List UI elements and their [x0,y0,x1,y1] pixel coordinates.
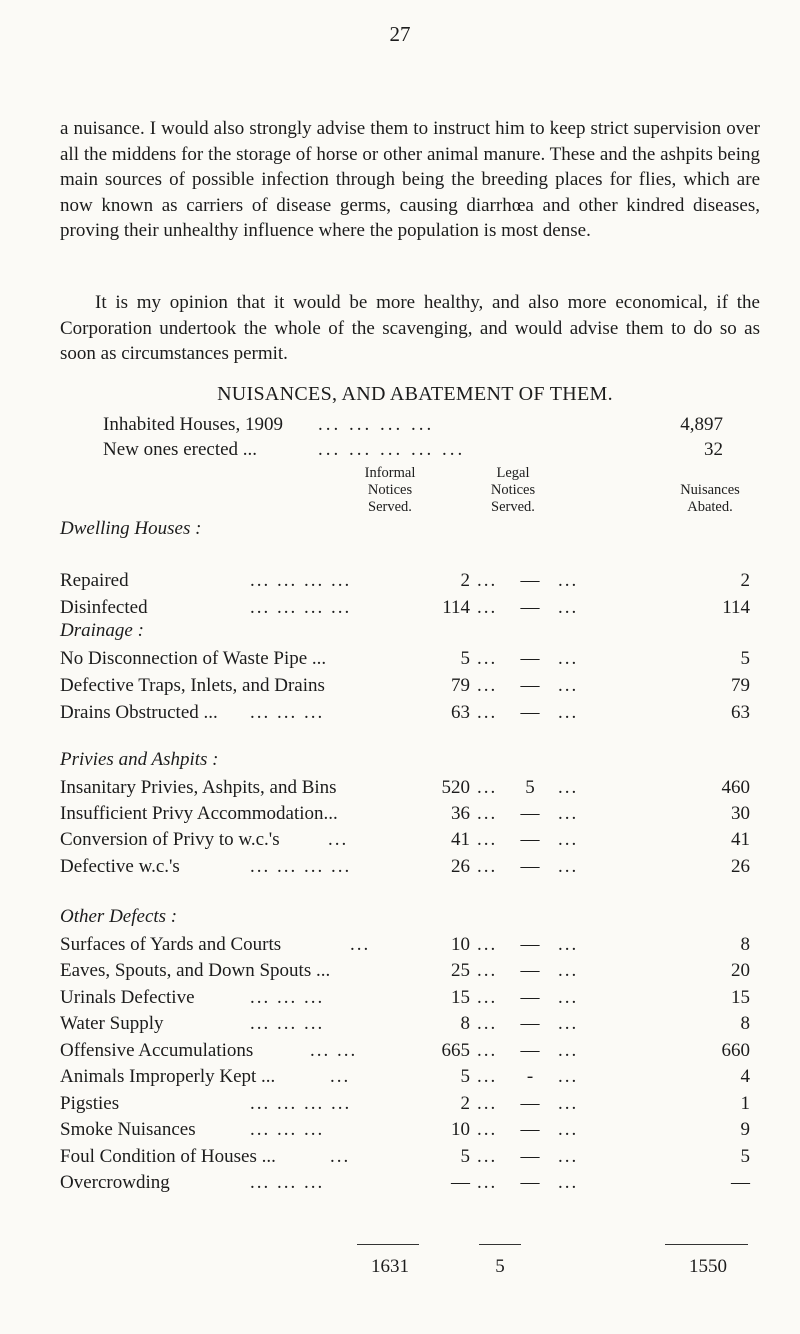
legal-notices-value: — [520,934,540,955]
row-label: Repaired [60,570,129,591]
leader-dots: ... [558,960,579,981]
row-label: Conversion of Privy to w.c.'s [60,829,280,850]
table-row [60,777,750,803]
leader-dots: ... ... ... [250,1172,325,1193]
table-row [60,1146,750,1172]
informal-notices-value: 5 [460,1146,470,1167]
informal-notices-value: 10 [451,934,470,955]
informal-notices-value: 41 [451,829,470,850]
leader-dots: ... [477,1093,498,1114]
legal-notices-value: — [520,1093,540,1114]
group-label-dwelling-houses: Dwelling Houses : [60,518,202,539]
nuisances-abated-value: 8 [740,1013,750,1034]
row-label: Defective w.c.'s [60,856,180,877]
new-houses-row [103,439,723,465]
total-legal: 5 [495,1256,505,1277]
column-header-legal: Legal Notices Served. [490,465,536,515]
informal-notices-value: 114 [442,597,470,618]
legal-notices-value: — [520,675,540,696]
table-row [60,597,750,623]
nuisances-abated-value: 41 [731,829,750,850]
leader-dots: ... ... ... [250,1013,325,1034]
informal-notices-value: 8 [460,1013,470,1034]
nuisances-abated-value: 5 [740,648,750,669]
row-label: Pigsties [60,1093,120,1114]
table-row [60,570,750,596]
leader-dots: ... [477,934,498,955]
row-label: Foul Condition of Houses ... [60,1146,276,1167]
legal-notices-value: — [520,829,540,850]
informal-notices-value: 5 [460,1066,470,1087]
row-label: Eaves, Spouts, and Down Spouts ... [60,960,331,981]
nuisances-abated-value: 660 [721,1040,750,1061]
row-label: Insanitary Privies, Ashpits, and Bins [60,777,337,798]
leader-dots: ... [558,829,579,850]
total-rule-informal [357,1244,419,1245]
group-label-drainage: Drainage : [60,620,144,641]
nuisances-abated-value: 2 [740,570,750,591]
leader-dots: ... ... ... ... [250,597,352,618]
leader-dots: ... [558,1066,579,1087]
informal-notices-value: 26 [451,856,470,877]
leader-dots: ... [477,1119,498,1140]
leader-dots: ... [558,777,579,798]
nuisances-abated-value: 460 [721,777,750,798]
table-row [60,829,750,855]
leader-dots: ... [477,675,498,696]
leader-dots: ... [477,1146,498,1167]
table-row [60,1013,750,1039]
table-row [60,702,750,728]
leader-dots: ... [558,1172,579,1193]
informal-notices-value: 36 [451,803,470,824]
section-title: NUISANCES, AND ABATEMENT OF THEM. [217,383,613,405]
leader-dots: ... [558,1093,579,1114]
inhabited-houses-label: Inhabited Houses, 1909 [103,414,283,435]
leader-dots: ... [350,934,371,955]
group-label-privies: Privies and Ashpits : [60,749,219,770]
legal-notices-value: — [520,570,540,591]
informal-notices-value: 15 [451,987,470,1008]
table-row [60,856,750,882]
leader-dots: ... [558,570,579,591]
body-paragraph-1: a nuisance. I would also strongly advise them to instruct him to keep strict supervision over all the middens for the storage of horse or other animal manure. These and the ashpits being main sources of possible infection through being the breeding places for flies, which are now known as carriers of disease germs, causing diarrhœa and other kindred diseases, proving their unhealthy influence where the population is most dense. [60,118,760,241]
table-row [60,1172,750,1198]
leader-dots: ... [477,1066,498,1087]
total-rule-legal [479,1244,521,1245]
nuisances-abated-value: 26 [731,856,750,877]
informal-notices-value: 2 [460,570,470,591]
column-header-abated: Nuisances Abated. [680,482,740,515]
legal-notices-value: — [520,1172,540,1193]
nuisances-abated-value: 20 [731,960,750,981]
nuisances-abated-value: 15 [731,987,750,1008]
leader-dots: ... ... [310,1040,358,1061]
leader-dots: ... [477,1172,498,1193]
leader-dots: ... [558,934,579,955]
nuisances-abated-value: 30 [731,803,750,824]
row-label: Animals Improperly Kept ... [60,1066,276,1087]
leader-dots: ... [477,777,498,798]
leader-dots: ... [477,987,498,1008]
leader-dots: ... [477,829,498,850]
row-label: Overcrowding [60,1172,170,1193]
leader-dots: ... [558,1040,579,1061]
leader-dots: ... ... ... ... ... [318,439,466,460]
new-houses-label: New ones erected ... [103,439,258,460]
leader-dots: ... [558,803,579,824]
informal-notices-value: — [451,1172,470,1193]
leader-dots: ... [558,702,579,723]
row-label: Disinfected [60,597,148,618]
legal-notices-value: — [520,1119,540,1140]
leader-dots: ... [477,1013,498,1034]
nuisances-abated-value: 114 [722,597,750,618]
nuisances-abated-value: 79 [731,675,750,696]
leader-dots: ... [558,1146,579,1167]
informal-notices-value: 2 [460,1093,470,1114]
row-label: No Disconnection of Waste Pipe ... [60,648,327,669]
nuisances-abated-value: 9 [740,1119,750,1140]
legal-notices-value: — [520,856,540,877]
informal-notices-value: 25 [451,960,470,981]
leader-dots: ... [558,856,579,877]
leader-dots: ... [477,570,498,591]
informal-notices-value: 10 [451,1119,470,1140]
legal-notices-value: — [520,597,540,618]
leader-dots: ... [477,803,498,824]
leader-dots: ... ... ... [250,987,325,1008]
legal-notices-value: — [520,1040,540,1061]
leader-dots: ... [558,1119,579,1140]
column-header-informal: Informal Notices Served. [364,465,416,515]
legal-notices-value: — [520,960,540,981]
leader-dots: ... [477,702,498,723]
row-label: Urinals Defective [60,987,195,1008]
nuisances-abated-value: 5 [740,1146,750,1167]
leader-dots: ... [558,675,579,696]
leader-dots: ... [330,1146,351,1167]
table-row [60,675,750,701]
table-row [60,1119,750,1145]
leader-dots: ... ... ... ... [250,570,352,591]
new-houses-value: 32 [704,439,723,460]
row-label: Surfaces of Yards and Courts [60,934,282,955]
leader-dots: ... [558,1013,579,1034]
legal-notices-value: — [520,1013,540,1034]
leader-dots: ... ... ... ... [250,1093,352,1114]
page-number: 27 [389,22,411,46]
nuisances-abated-value: 8 [740,934,750,955]
leader-dots: ... [477,648,498,669]
row-label: Water Supply [60,1013,164,1034]
total-rule-abated [665,1244,748,1245]
table-row [60,934,750,960]
informal-notices-value: 520 [441,777,470,798]
table-row [60,1093,750,1119]
leader-dots: ... [558,987,579,1008]
body-paragraph-2: It is my opinion that it would be more healthy, and also more economical, if the Corporation undertook the whole of the scavenging, and would advise them to do so as soon as circumstances permit. [60,292,760,364]
leader-dots: ... [477,1040,498,1061]
inhabited-houses-row [103,414,723,440]
table-row [60,987,750,1013]
informal-notices-value: 5 [460,648,470,669]
nuisances-abated-value: 1 [740,1093,750,1114]
informal-notices-value: 79 [451,675,470,696]
nuisances-abated-value: 63 [731,702,750,723]
leader-dots: ... [477,597,498,618]
legal-notices-value: — [520,987,540,1008]
inhabited-houses-value: 4,897 [680,414,723,435]
row-label: Smoke Nuisances [60,1119,196,1140]
legal-notices-value: — [520,1146,540,1167]
leader-dots: ... [328,829,349,850]
table-row [60,960,750,986]
group-label-other-defects: Other Defects : [60,906,178,927]
legal-notices-value: - [526,1066,534,1087]
legal-notices-value: — [520,648,540,669]
row-label: Offensive Accumulations [60,1040,254,1061]
leader-dots: ... [477,960,498,981]
table-row [60,803,750,829]
total-informal: 1631 [371,1256,409,1277]
leader-dots: ... ... ... ... [318,414,435,435]
informal-notices-value: 63 [451,702,470,723]
nuisances-abated-value: 4 [740,1066,750,1087]
nuisances-abated-value: — [731,1172,750,1193]
leader-dots: ... [558,597,579,618]
table-row [60,648,750,674]
row-label: Defective Traps, Inlets, and Drains [60,675,325,696]
leader-dots: ... [558,648,579,669]
legal-notices-value: — [520,702,540,723]
table-row [60,1040,750,1066]
leader-dots: ... ... ... [250,702,325,723]
leader-dots: ... [330,1066,351,1087]
row-label: Drains Obstructed ... [60,702,218,723]
leader-dots: ... ... ... [250,1119,325,1140]
leader-dots: ... ... ... ... [250,856,352,877]
informal-notices-value: 665 [441,1040,470,1061]
row-label: Insufficient Privy Accommodation... [60,803,338,824]
table-row [60,1066,750,1092]
leader-dots: ... [477,856,498,877]
legal-notices-value: — [520,803,540,824]
legal-notices-value: 5 [525,777,535,798]
total-abated: 1550 [689,1256,727,1277]
